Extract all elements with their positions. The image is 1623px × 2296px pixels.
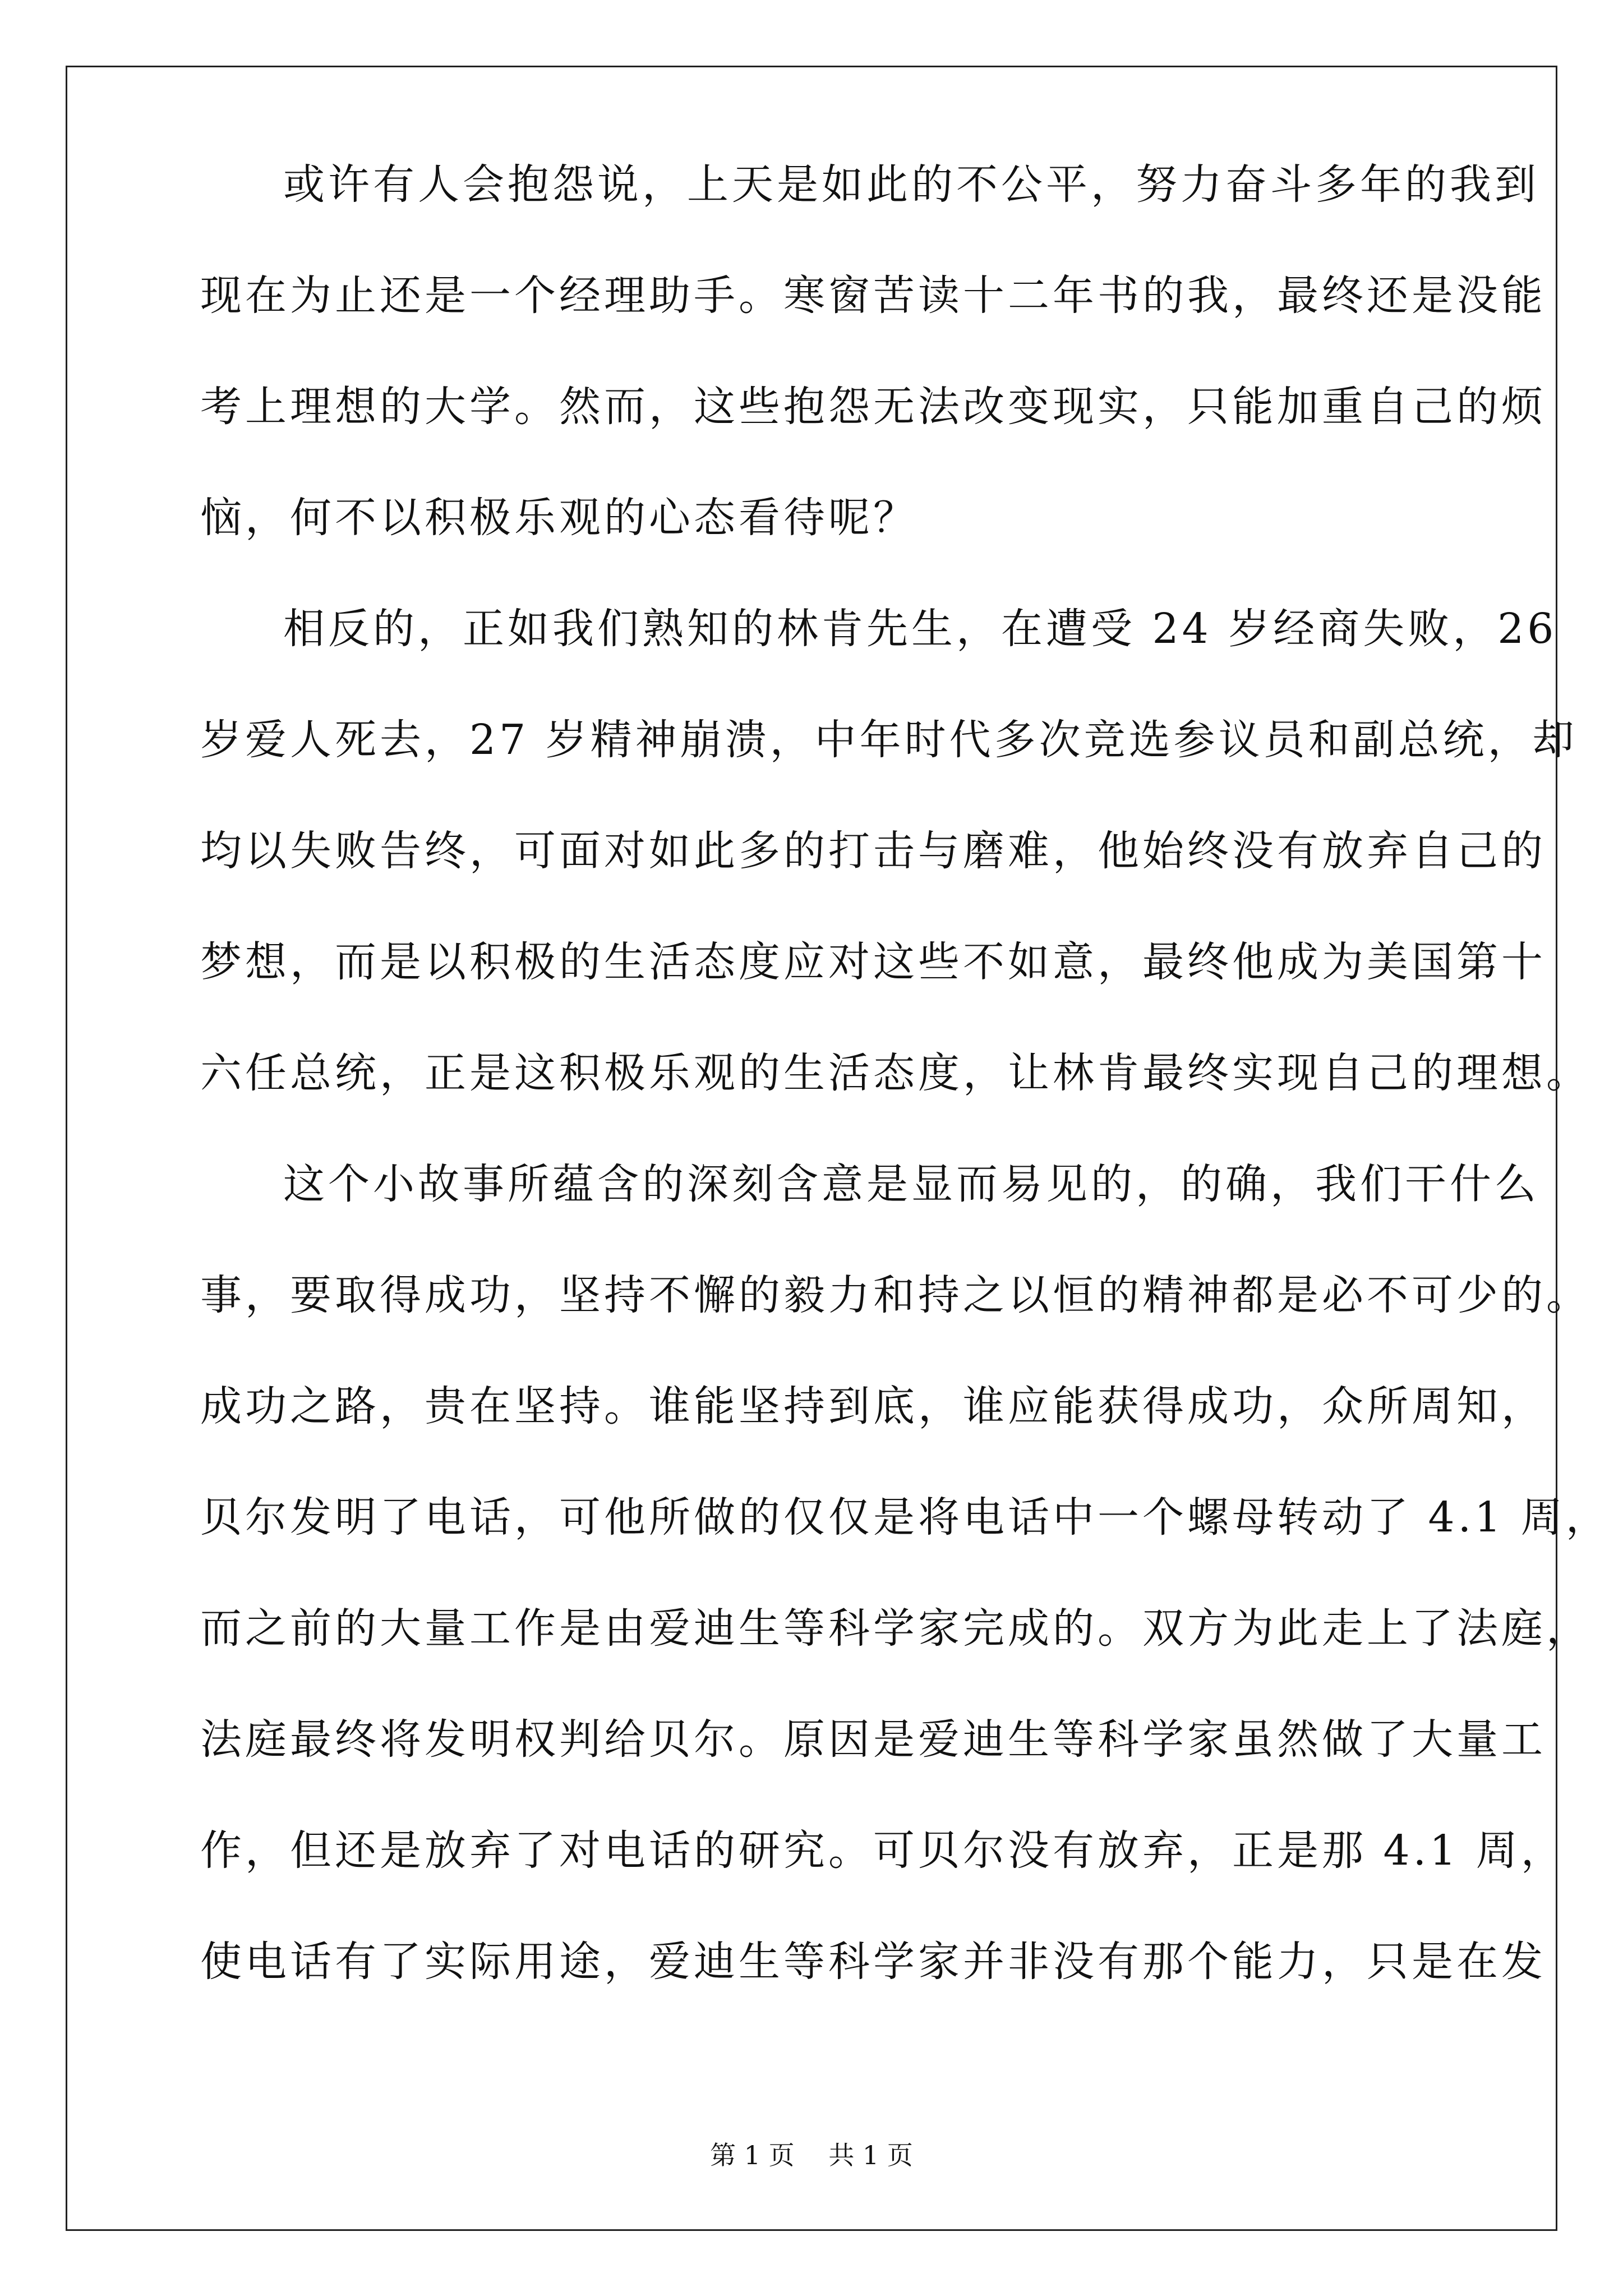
text-line: 而之前的大量工作是由爱迪生等科学家完成的。双方为此走上了法庭， (200, 1604, 1591, 1653)
text-line: 事，要取得成功，坚持不懈的毅力和持之以恒的精神都是必不可少的。 (200, 1271, 1591, 1319)
text-line: 考上理想的大学。然而，这些抱怨无法改变现实，只能加重自己的烦 (200, 383, 1546, 431)
paragraph-2 (200, 573, 1591, 1129)
text-line: 成功之路，贵在坚持。谁能坚持到底，谁应能获得成功，众所周知， (200, 1382, 1546, 1430)
total-pages: 共 1 页 (828, 2140, 913, 2170)
text-line: 作，但还是放弃了对电话的研究。可贝尔没有放弃，正是那 4.1 周， (200, 1826, 1566, 1875)
text-line: 均以失败告终，可面对如此多的打击与磨难，他始终没有放弃自己的 (200, 827, 1546, 875)
page-number: 第 1 页 (710, 2140, 795, 2170)
text-line: 梦想，而是以积极的生活态度应对这些不如意，最终他成为美国第十 (200, 938, 1546, 986)
text-line: 现在为止还是一个经理助手。寒窗苦读十二年书的我，最终还是没能 (200, 272, 1546, 320)
text-line: 相反的，正如我们熟知的林肯先生，在遭受 24 岁经商失败，26 (283, 605, 1557, 653)
page-frame (66, 66, 1611, 2231)
text-line: 法庭最终将发明权判给贝尔。原因是爱迪生等科学家虽然做了大量工 (200, 1715, 1546, 1764)
paragraph-3 (200, 1129, 1611, 2017)
document-body (200, 129, 1611, 2017)
text-line: 六任总统，正是这积极乐观的生活态度，让林肯最终实现自己的理想。 (200, 1049, 1591, 1097)
paragraph-1 (200, 129, 1546, 573)
text-line: 使电话有了实际用途，爱迪生等科学家并非没有那个能力，只是在发 (200, 1938, 1546, 1986)
text-line: 恼，何不以积极乐观的心态看待呢？ (200, 494, 918, 542)
text-line: 或许有人会抱怨说，上天是如此的不公平，努力奋斗多年的我到 (283, 160, 1539, 209)
text-line: 这个小故事所蕴含的深刻含意是显而易见的，的确，我们干什么 (283, 1160, 1539, 1208)
page-footer (67, 2138, 1556, 2172)
text-line: 岁爱人死去，27 岁精神崩溃，中年时代多次竞选参议员和副总统，却 (200, 716, 1578, 764)
text-line: 贝尔发明了电话，可他所做的仅仅是将电话中一个螺母转动了 4.1 周， (200, 1493, 1611, 1542)
